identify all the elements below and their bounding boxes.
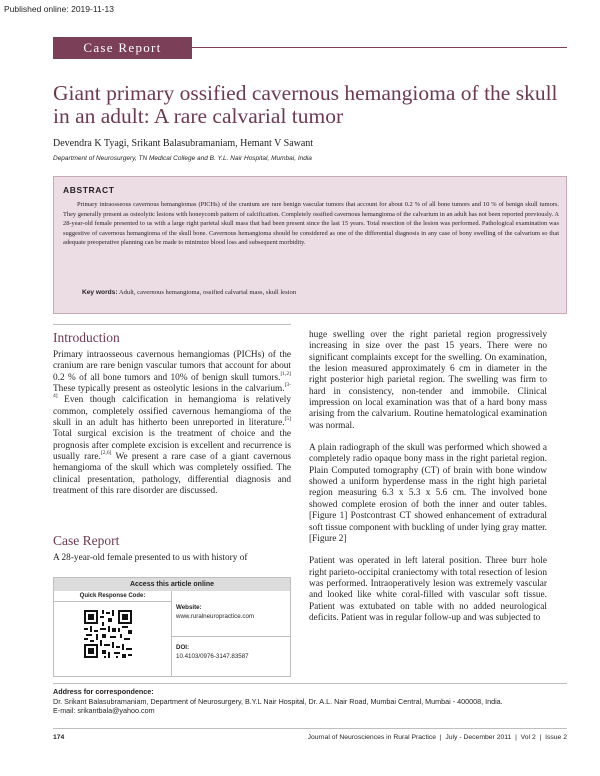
article-title: Giant primary ossified cavernous hemangioma of the skull in an adult: A rare calvarial tumor <box>53 81 558 128</box>
introduction-text: Primary intraosseous cavernous hemangiomas (PICHs) of the cranium are rare benign vascular tumors that account for about 0.2 % of all bone tumors and 10% of benign skull tumors.[1,2] These typically present as osteolytic lesions in the calvarium.[3-4] Even though calcification in hemangioma is relatively common, completely ossified cavernous hemangioma of the skull in an adult has hitherto been unreported in literature.[5] Total surgical excision is the treatment of choice and the prognosis after complete excision is excellent and recurrence is usually rare.[2,6] We present a rare case of a giant cavernous hemangioma of the skull which was completely ossified. The clinical presentation, pathology, differential diagnosis and treatment of this rare disorder are discussed. <box>53 350 292 497</box>
qr-code-icon <box>82 608 134 660</box>
keywords-value: Adult, cavernous hemangioma, ossified calvarial mass, skull lesion <box>118 289 297 296</box>
correspondence-label: Address for correspondence: <box>53 687 154 696</box>
footer-rule <box>53 728 567 729</box>
paragraph: A plain radiograph of the skull was performed which showed a completely radio opaque bony mass in the right parietal region. Plain Computed tomography (CT) of brain with bone window showed a uniform hyperdense mass in the right high parietal region measuring 6.3 x 5.3 x 5.6 cm. The involved bone showed complete erosion of both the inner and outer tables. [Figure 1] Postcontrast CT showed enhancement of extradural soft tissue component with buckling of under lying gray matter. [Figure 2] <box>309 443 547 544</box>
access-divider <box>54 601 171 602</box>
paragraph: Patient was operated in left lateral position. Three burr hole right parieto-occipital craniectomy with total resection of lesion was performed. Intraoperatively lesion was extremely vascular and looked like white coral-filled with vascular soft tissue. Patient was extubated on table with no added neurological deficits. Patient was in regular follow-up and was subjected to <box>309 556 547 623</box>
abstract-heading: ABSTRACT <box>63 185 115 195</box>
keywords-label: Key words: <box>82 289 118 296</box>
correspondence-address: Dr. Srikant Balasubramaniam, Department of Neurosurgery, B.Y.L Nair Hospital, Dr. A.L. Nair Road, Mumbai Central, Mumbai - 400008, India. <box>53 696 503 706</box>
correspondence-rule <box>53 683 567 684</box>
authors: Devendra K Tyagi, Srikant Balasubramaniam, Hemant V Sawant <box>53 138 314 149</box>
website-link[interactable]: www.ruralneuropractice.com <box>176 613 255 620</box>
case-report-text: A 28-year-old female presented to us with history of <box>53 553 248 563</box>
published-date: Published online: 2019-11-13 <box>4 4 114 14</box>
access-divider <box>172 636 290 637</box>
correspondence <box>53 687 567 716</box>
website-label: Website: <box>176 604 202 611</box>
article-type-banner: Case Report <box>53 37 192 59</box>
affiliation: Department of Neurosurgery, TN Medical College and B. Y.L. Nair Hospital, Mumbai, India <box>53 155 312 162</box>
paragraph: huge swelling over the right parietal region progressively increasing in size over the past 15 years. There were no significant complaints except for the swelling. On examination, the lesion measured approximately 6 cm in diameter in the right posterior high parietal region. The swelling was firm to hard in consistency, non-tender and immobile. Clinical impression on local examination was that of a hard bony mass arising from the calvarium. Routine hematological examination was normal. <box>309 330 547 431</box>
journal-info: Journal of Neurosciences in Rural Practice | July - December 2011 | Vol 2 | Issue 2 <box>307 734 567 741</box>
correspondence-email: E-mail: srikantbala@yahoo.com <box>53 706 155 715</box>
banner-rule <box>192 47 567 48</box>
page-number: 174 <box>53 734 65 741</box>
doi-link[interactable]: 10.4103/0976-3147.83587 <box>176 653 249 660</box>
citation: [1,2] <box>280 370 291 377</box>
abstract-text: Primary intraosseous cavernous hemangiomas (PICHs) of the cranium are rare benign vascular tumors that account for about 0.2 % of all bone tumors and 10 % of benign skull tumors. They generally present as osteolytic lesions with honeycomb pattern of calcification. Completely ossified cavernous hemangioma of the calvarium in an adult has not been reported previously. A 28-year-old female presented to us with a large right parietal skull mass that had been present since the last 15 years. Total resection of the lesion was performed. Pathological examination was suggestive of cavernous hemangioma of the skull bone. Cavernous hemangioma should be considered as one of the differential diagnosis in any case of bony swelling of the calvarium so that adequate preoperative planning can be made to minimize blood loss and subsequent morbidity. <box>63 201 559 247</box>
doi-label: DOI: <box>176 644 190 651</box>
right-column-text <box>309 330 547 635</box>
keywords <box>82 289 562 296</box>
access-heading: Access this article online <box>54 578 290 591</box>
citation: [3-4] <box>53 382 291 400</box>
citation: [5] <box>284 416 291 423</box>
citation: [2,6] <box>100 450 112 457</box>
case-report-heading: Case Report <box>53 533 120 548</box>
introduction-heading: Introduction <box>53 330 120 345</box>
left-column-rule <box>53 324 291 325</box>
access-divider <box>171 591 172 676</box>
qr-label: Quick Response Code: <box>79 593 146 599</box>
